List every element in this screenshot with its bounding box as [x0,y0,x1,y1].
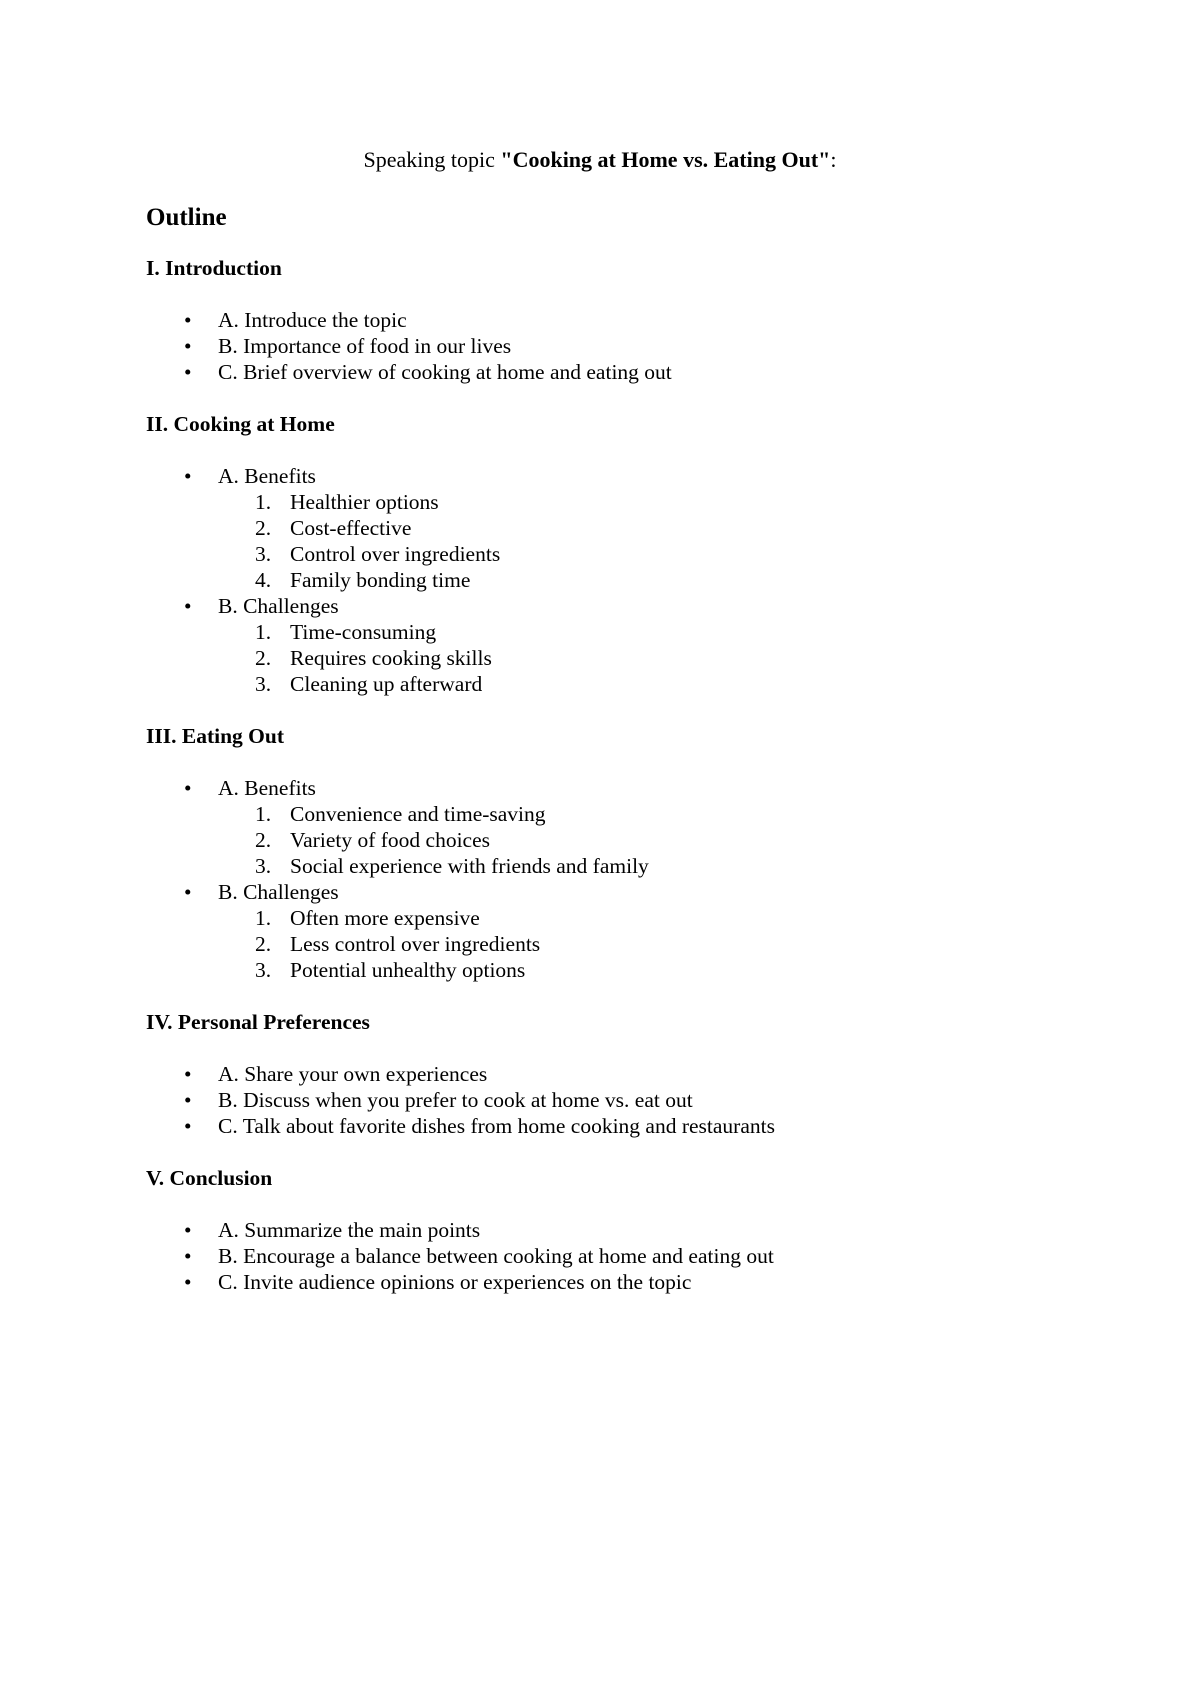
bullet-icon: • [184,880,192,904]
title-prefix: Speaking topic [363,147,501,172]
title-topic: "Cooking at Home vs. Eating Out" [500,147,831,172]
item-number: 2. [255,828,272,852]
list-item-text: B. Discuss when you prefer to cook at home vs. eat out [218,1088,693,1112]
bullet-icon: • [184,464,192,488]
item-text: Less control over ingredients [290,932,541,956]
item-text: Variety of food choices [290,828,490,852]
title-suffix: : [830,147,837,172]
item-number: 1. [255,620,272,644]
item-text: Cleaning up afterward [290,672,483,696]
item-text: Convenience and time-saving [290,802,546,826]
list-item-text: A. Introduce the topic [218,308,407,332]
list-item-text: B. Challenges [218,594,339,618]
bullet-icon: • [184,334,192,358]
list-item-text: B. Importance of food in our lives [218,334,512,358]
list-item-text: A. Summarize the main points [218,1218,481,1242]
item-text: Time-consuming [290,620,437,644]
item-text: Cost-effective [290,516,412,540]
item-text: Social experience with friends and family [290,854,649,878]
section-heading-personal-preferences: IV. Personal Preferences [146,1010,370,1034]
bullet-icon: • [184,360,192,384]
item-text: Often more expensive [290,906,480,930]
list-item-text: A. Benefits [218,776,316,800]
bullet-icon: • [184,594,192,618]
item-text: Requires cooking skills [290,646,492,670]
item-number: 2. [255,646,272,670]
list-item-text: C. Brief overview of cooking at home and eating out [218,360,672,384]
list-item-text: C. Talk about favorite dishes from home cooking and restaurants [218,1114,775,1138]
item-number: 3. [255,854,272,878]
list-item-text: B. Encourage a balance between cooking at home and eating out [218,1244,774,1268]
list-item-text: A. Benefits [218,464,316,488]
item-number: 3. [255,542,272,566]
document-title [0,145,1200,175]
bullet-icon: • [184,308,192,332]
item-number: 1. [255,906,272,930]
item-number: 3. [255,958,272,982]
item-text: Family bonding time [290,568,471,592]
list-item-text: B. Challenges [218,880,339,904]
item-number: 2. [255,516,272,540]
item-number: 1. [255,802,272,826]
bullet-icon: • [184,776,192,800]
bullet-icon: • [184,1270,192,1294]
item-number: 4. [255,568,272,592]
list-item-text: C. Invite audience opinions or experiences on the topic [218,1270,692,1294]
outline-heading: Outline [146,204,227,231]
item-number: 2. [255,932,272,956]
bullet-icon: • [184,1218,192,1242]
bullet-icon: • [184,1088,192,1112]
item-text: Control over ingredients [290,542,501,566]
section-heading-eating-out: III. Eating Out [146,724,284,748]
item-number: 3. [255,672,272,696]
item-text: Healthier options [290,490,439,514]
item-text: Potential unhealthy options [290,958,526,982]
bullet-icon: • [184,1244,192,1268]
bullet-icon: • [184,1062,192,1086]
section-heading-conclusion: V. Conclusion [146,1166,273,1190]
item-number: 1. [255,490,272,514]
bullet-icon: • [184,1114,192,1138]
section-heading-introduction: I. Introduction [146,256,282,280]
list-item-text: A. Share your own experiences [218,1062,488,1086]
section-heading-cooking-at-home: II. Cooking at Home [146,412,335,436]
